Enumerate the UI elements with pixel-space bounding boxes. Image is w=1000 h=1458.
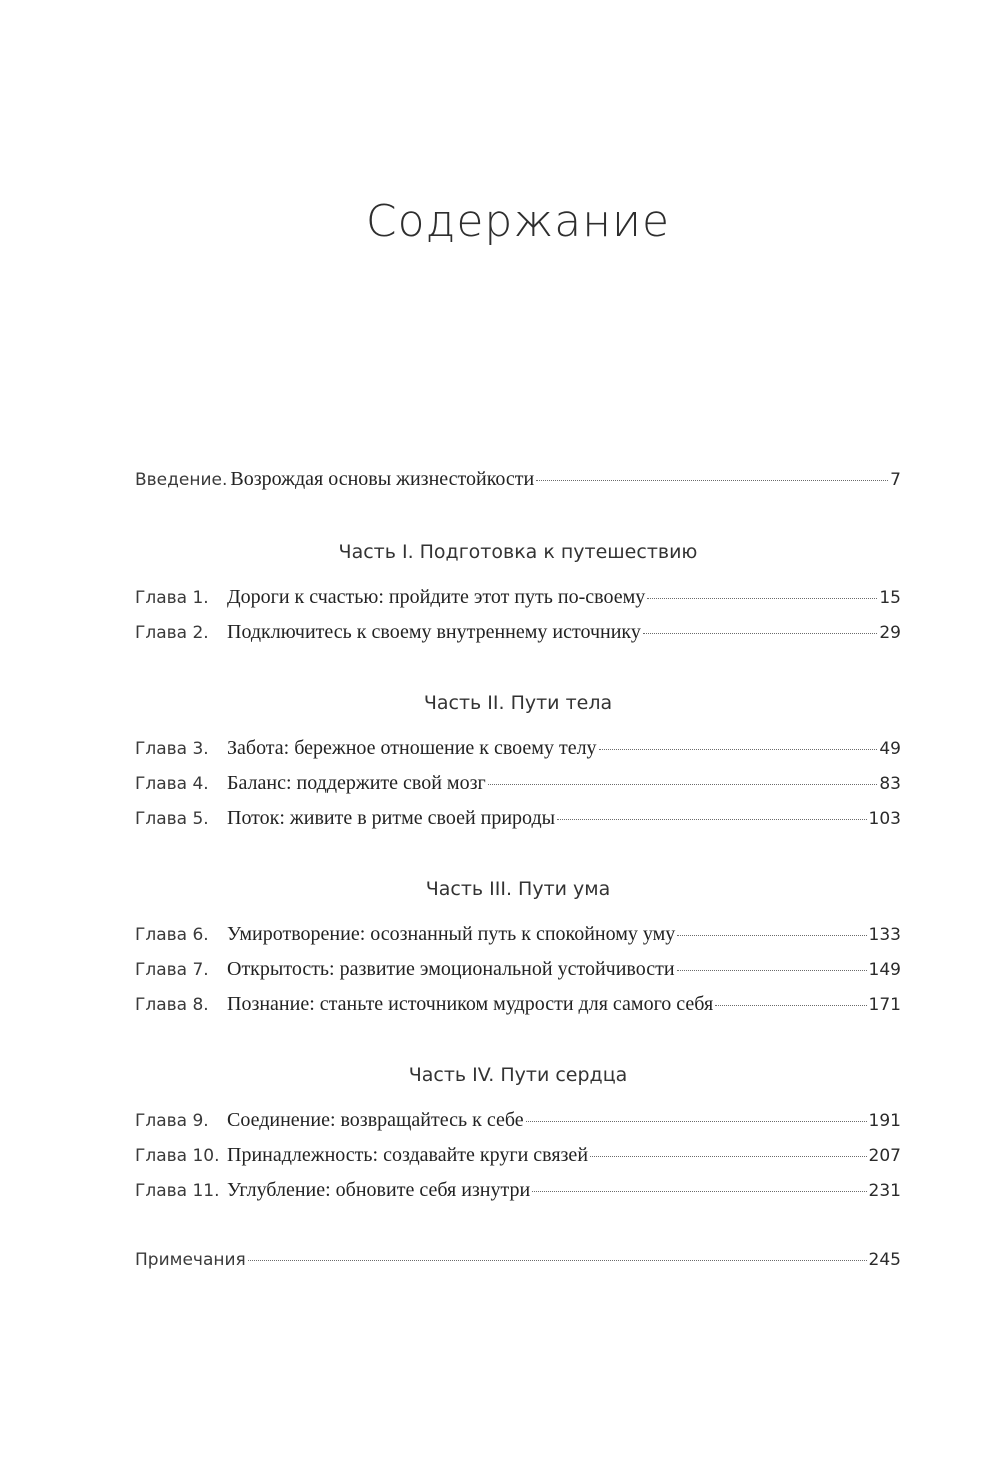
chapter-label: Глава 7. (135, 960, 209, 980)
toc-entry-chapter[interactable] (135, 766, 901, 801)
chapter-title: Баланс: поддержите свой мозг (227, 772, 486, 794)
chapter-title: Познание: станьте источником мудрости для самого себя (227, 993, 714, 1015)
toc-entry-chapter[interactable] (135, 987, 901, 1022)
chapter-label: Глава 9. (135, 1111, 209, 1131)
intro-title: Возрождая основы жизнестойкости (230, 468, 535, 490)
dot-leader (248, 1260, 867, 1261)
page-number: 29 (879, 623, 901, 643)
dot-leader (526, 1121, 867, 1122)
table-of-contents (135, 462, 901, 1278)
dot-leader (647, 598, 877, 599)
page-number: 207 (868, 1146, 901, 1166)
chapter-title: Подключитесь к своему внутреннему источнику (227, 621, 641, 643)
chapter-label: Глава 2. (135, 623, 209, 643)
dot-leader (677, 970, 867, 971)
toc-entry-chapter[interactable] (135, 952, 901, 987)
dot-leader (536, 480, 888, 481)
chapter-label: Глава 8. (135, 995, 209, 1015)
part-heading: Часть IV. Пути сердца (408, 1064, 628, 1086)
page-number: 191 (868, 1111, 901, 1131)
notes-label: Примечания (135, 1250, 246, 1270)
chapter-label: Глава 5. (135, 809, 209, 829)
page-number: 103 (868, 809, 901, 829)
chapter-label: Глава 4. (135, 774, 209, 794)
chapter-label: Глава 11. (135, 1181, 220, 1201)
page-number: 83 (879, 774, 901, 794)
chapter-title: Дороги к счастью: пройдите этот путь по-своему (227, 586, 646, 608)
chapter-title: Открытость: развитие эмоциональной устойчивости (227, 958, 675, 980)
toc-entry-chapter[interactable] (135, 1138, 901, 1173)
part-heading: Часть I. Подготовка к путешествию (338, 541, 698, 563)
chapter-title: Поток: живите в ритме своей природы (227, 807, 556, 829)
chapter-title: Забота: бережное отношение к своему телу (227, 737, 597, 759)
toc-entry-chapter[interactable] (135, 615, 901, 650)
chapter-label: Глава 10. (135, 1146, 220, 1166)
dot-leader (590, 1156, 867, 1157)
page-number: 245 (868, 1250, 901, 1270)
page-number: 7 (890, 470, 901, 490)
intro-label: Введение. (135, 470, 228, 490)
toc-entry-chapter[interactable] (135, 1103, 901, 1138)
page-number: 133 (868, 925, 901, 945)
toc-entry-intro[interactable] (135, 462, 901, 497)
dot-leader (643, 633, 878, 634)
page-number: 15 (879, 588, 901, 608)
page-number: 49 (879, 739, 901, 759)
toc-entry-chapter[interactable] (135, 1173, 901, 1208)
chapter-title: Углубление: обновите себя изнутри (227, 1179, 531, 1201)
page-number: 149 (868, 960, 901, 980)
chapter-title: Соединение: возвращайтесь к себе (227, 1109, 524, 1131)
page-title: Содержание (365, 196, 671, 247)
part-heading: Часть II. Пути тела (423, 692, 613, 714)
dot-leader (557, 819, 866, 820)
page-number: 231 (868, 1181, 901, 1201)
toc-entry-chapter[interactable] (135, 580, 901, 615)
chapter-label: Глава 1. (135, 588, 209, 608)
part-heading: Часть III. Пути ума (425, 878, 611, 900)
dot-leader (715, 1005, 866, 1006)
toc-entry-chapter[interactable] (135, 801, 901, 836)
chapter-title: Принадлежность: создавайте круги связей (227, 1144, 589, 1166)
chapter-label: Глава 3. (135, 739, 209, 759)
toc-entry-notes[interactable] (135, 1243, 901, 1278)
dot-leader (677, 935, 866, 936)
page-number: 171 (868, 995, 901, 1015)
toc-entry-chapter[interactable] (135, 731, 901, 766)
toc-entry-chapter[interactable] (135, 917, 901, 952)
dot-leader (532, 1191, 866, 1192)
chapter-title: Умиротворение: осознанный путь к спокойному уму (227, 923, 676, 945)
dot-leader (599, 749, 878, 750)
dot-leader (488, 784, 878, 785)
chapter-label: Глава 6. (135, 925, 209, 945)
